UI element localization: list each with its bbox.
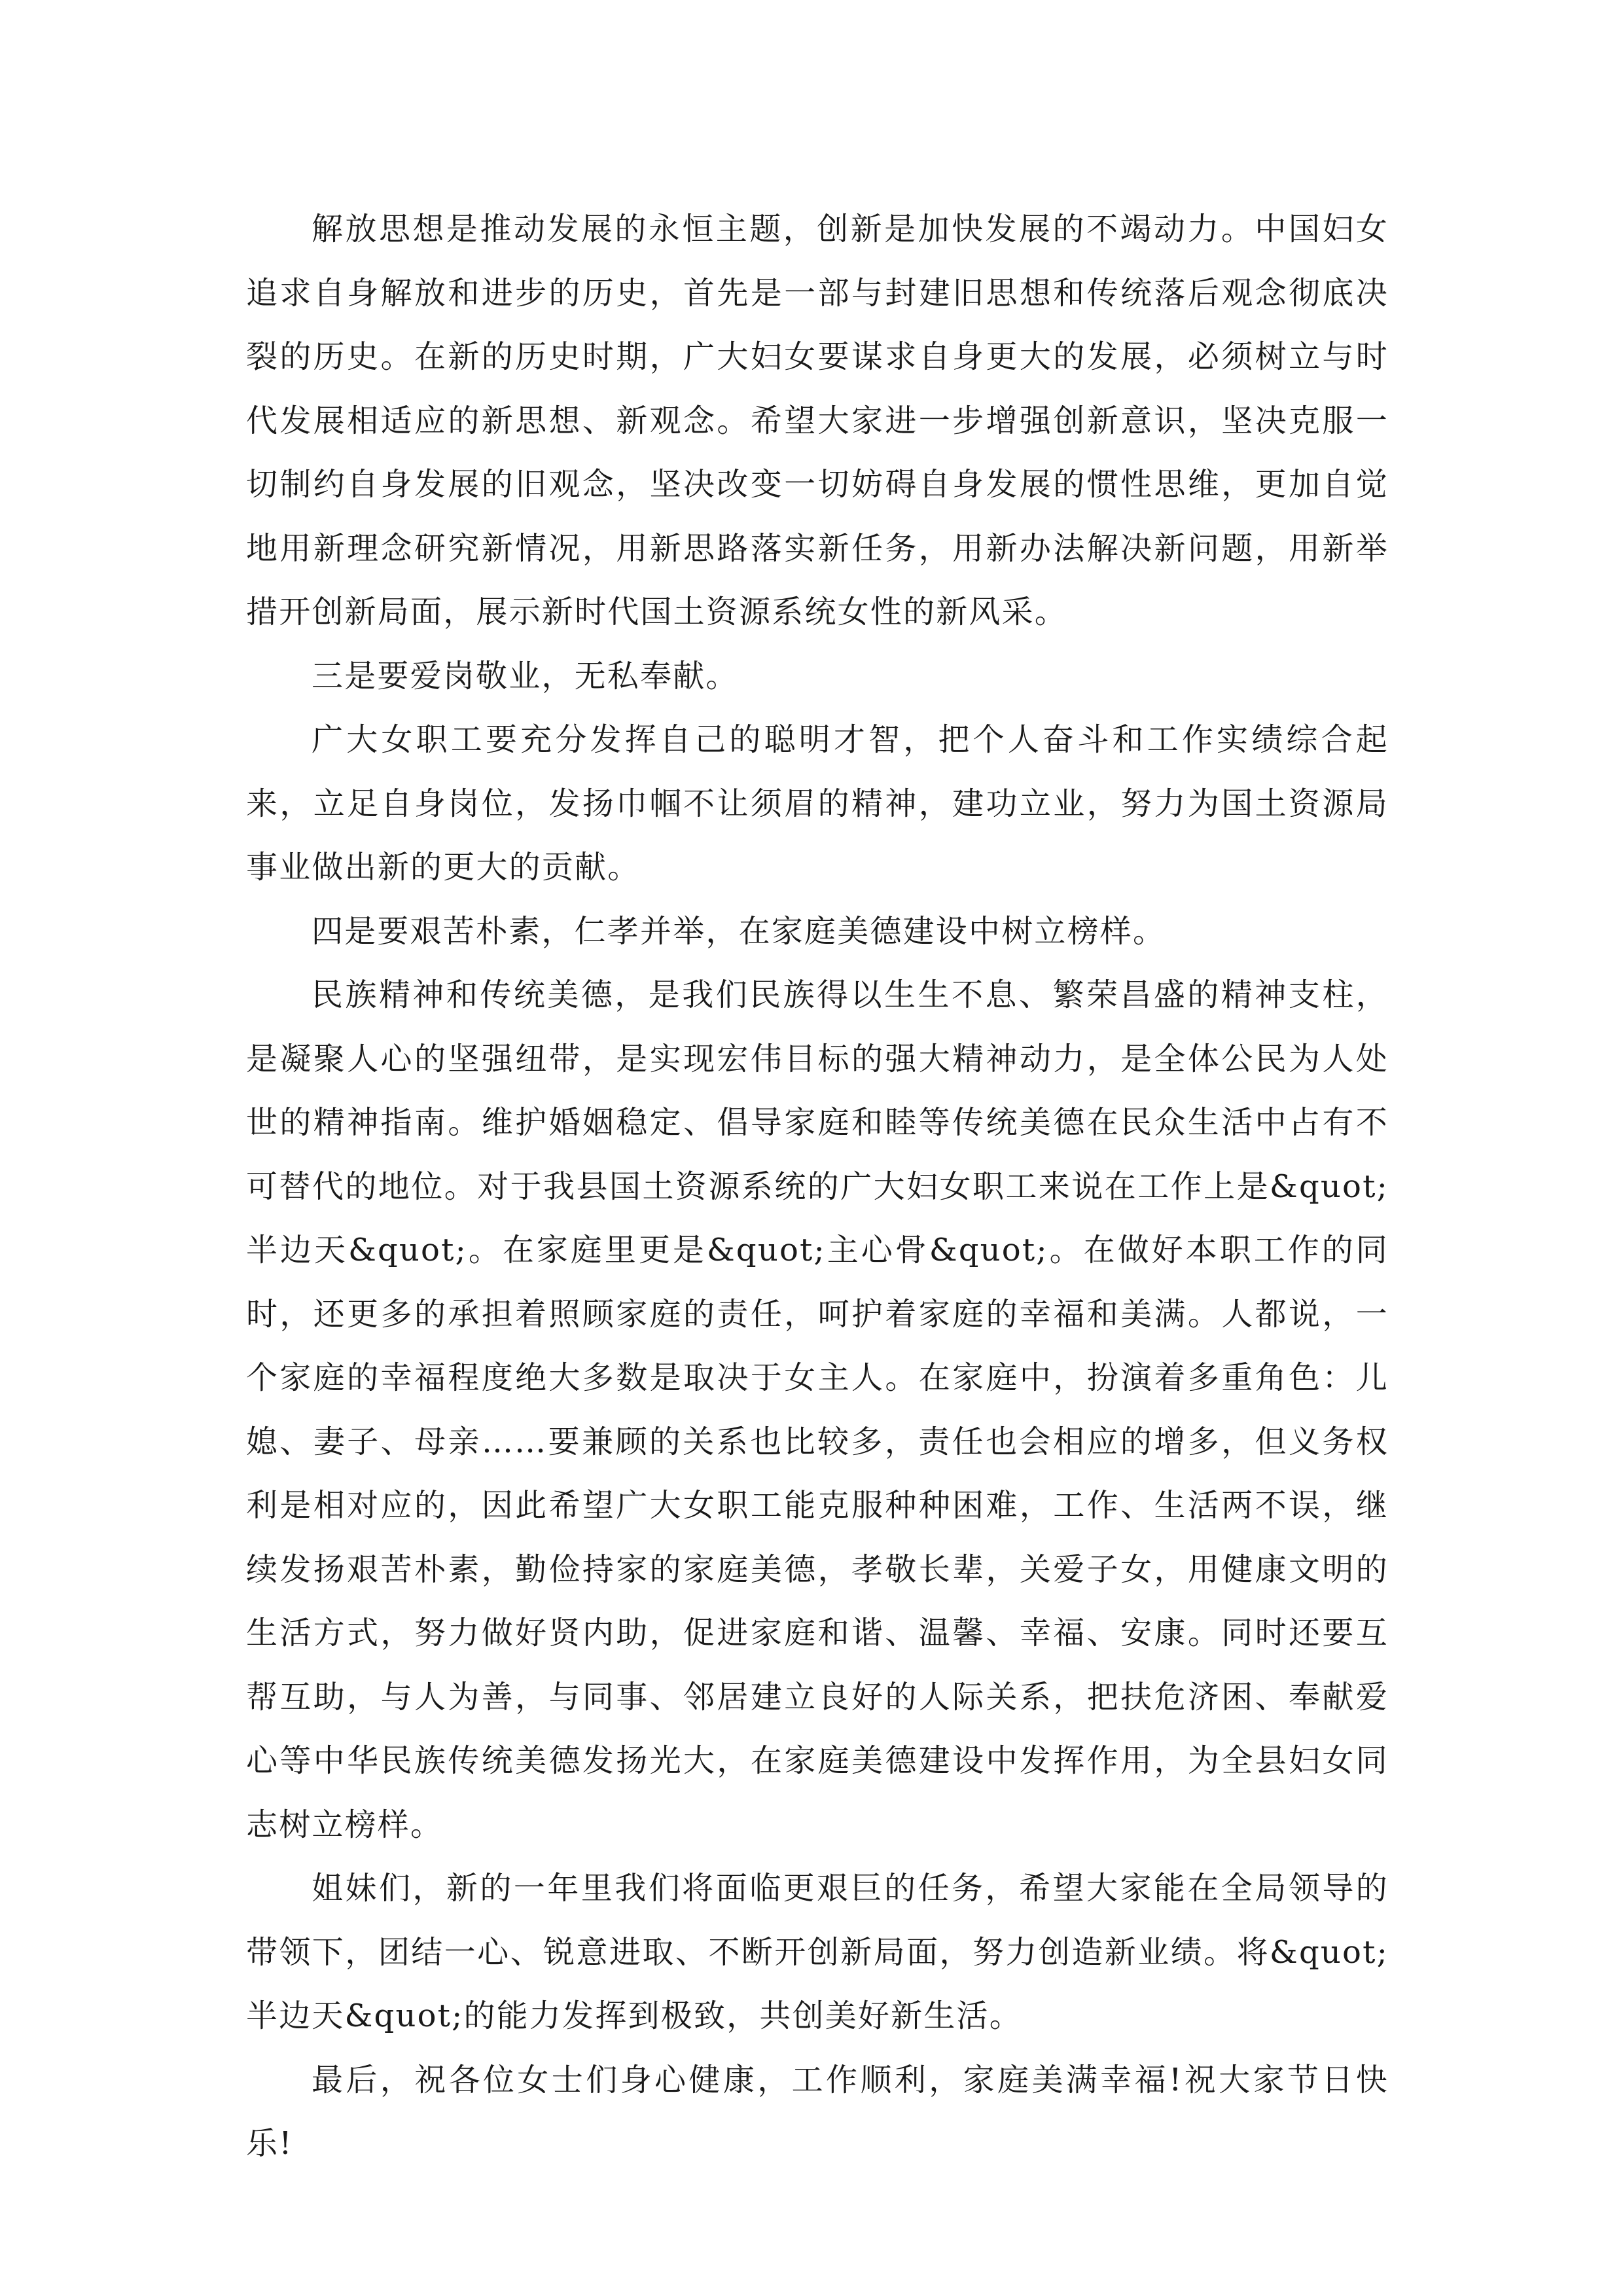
paragraph-emancipate-mind: 解放思想是推动发展的永恒主题，创新是加快发展的不竭动力。中国妇女追求自身解放和进步的历史，首先是一部与封建旧思想和传统落后观念彻底决裂的历史。在新的历史时期，广大妇女要谋求自身更大的发展，必须树立与时代发展相适应的新思想、新观念。希望大家进一步增强创新意识，坚决克服一切制约自身发展的旧观念，坚决改变一切妨碍自身发展的惯性思维，更加自觉地用新理念研究新情况，用新思路落实新任务，用新办法解决新问题，用新举措开创新局面，展示新时代国土资源系统女性的新风采。 bbox=[246, 211, 1389, 630]
paragraph-closing-wishes: 最后，祝各位女士们身心健康，工作顺利，家庭美满幸福!祝大家节日快乐! bbox=[246, 2061, 1389, 2162]
paragraph-heading-frugality: 四是要艰苦朴素，仁孝并举，在家庭美德建设中树立榜样。 bbox=[312, 912, 1166, 950]
document-body bbox=[246, 198, 1389, 2176]
paragraph-sisters: 姐妹们，新的一年里我们将面临更艰巨的任务，希望大家能在全局领导的带领下，团结一心、锐意进取、不断开创新局面，努力创造新业绩。将&quot;半边天&quot;的能力发挥到极致，共创美好新生活。 bbox=[246, 1870, 1389, 2034]
paragraph-heading-dedication: 三是要爱岗敬业，无私奉献。 bbox=[312, 657, 739, 694]
paragraph-female-staff: 广大女职工要充分发挥自己的聪明才智，把个人奋斗和工作实绩综合起来，立足自身岗位，发扬巾帼不让须眉的精神，建功立业，努力为国土资源局事业做出新的更大的贡献。 bbox=[246, 721, 1389, 886]
paragraph-traditional-virtues: 民族精神和传统美德，是我们民族得以生生不息、繁荣昌盛的精神支柱，是凝聚人心的坚强纽带，是实现宏伟目标的强大精神动力，是全体公民为人处世的精神指南。维护婚姻稳定、倡导家庭和睦等传统美德在民众生活中占有不可替代的地位。对于我县国土资源系统的广大妇女职工来说在工作上是&quot;半边天&quot;。在家庭里更是&quot;主心骨&quot;。在做好本职工作的同时，还更多的承担着照顾家庭的责任，呵护着家庭的幸福和美满。人都说，一个家庭的幸福程度绝大多数是取决于女主人。在家庭中，扮演着多重角色：儿媳、妻子、母亲……要兼顾的关系也比较多，责任也会相应的增多，但义务权利是相对应的，因此希望广大女职工能克服种种困难，工作、生活两不误，继续发扬艰苦朴素，勤俭持家的家庭美德，孝敬长辈，关爱子女，用健康文明的生活方式，努力做好贤内助，促进家庭和谐、温馨、幸福、安康。同时还要互帮互助，与人为善，与同事、邻居建立良好的人际关系，把扶危济困、奉献爱心等中华民族传统美德发扬光大，在家庭美德建设中发挥作用，为全县妇女同志树立榜样。 bbox=[246, 977, 1389, 1843]
